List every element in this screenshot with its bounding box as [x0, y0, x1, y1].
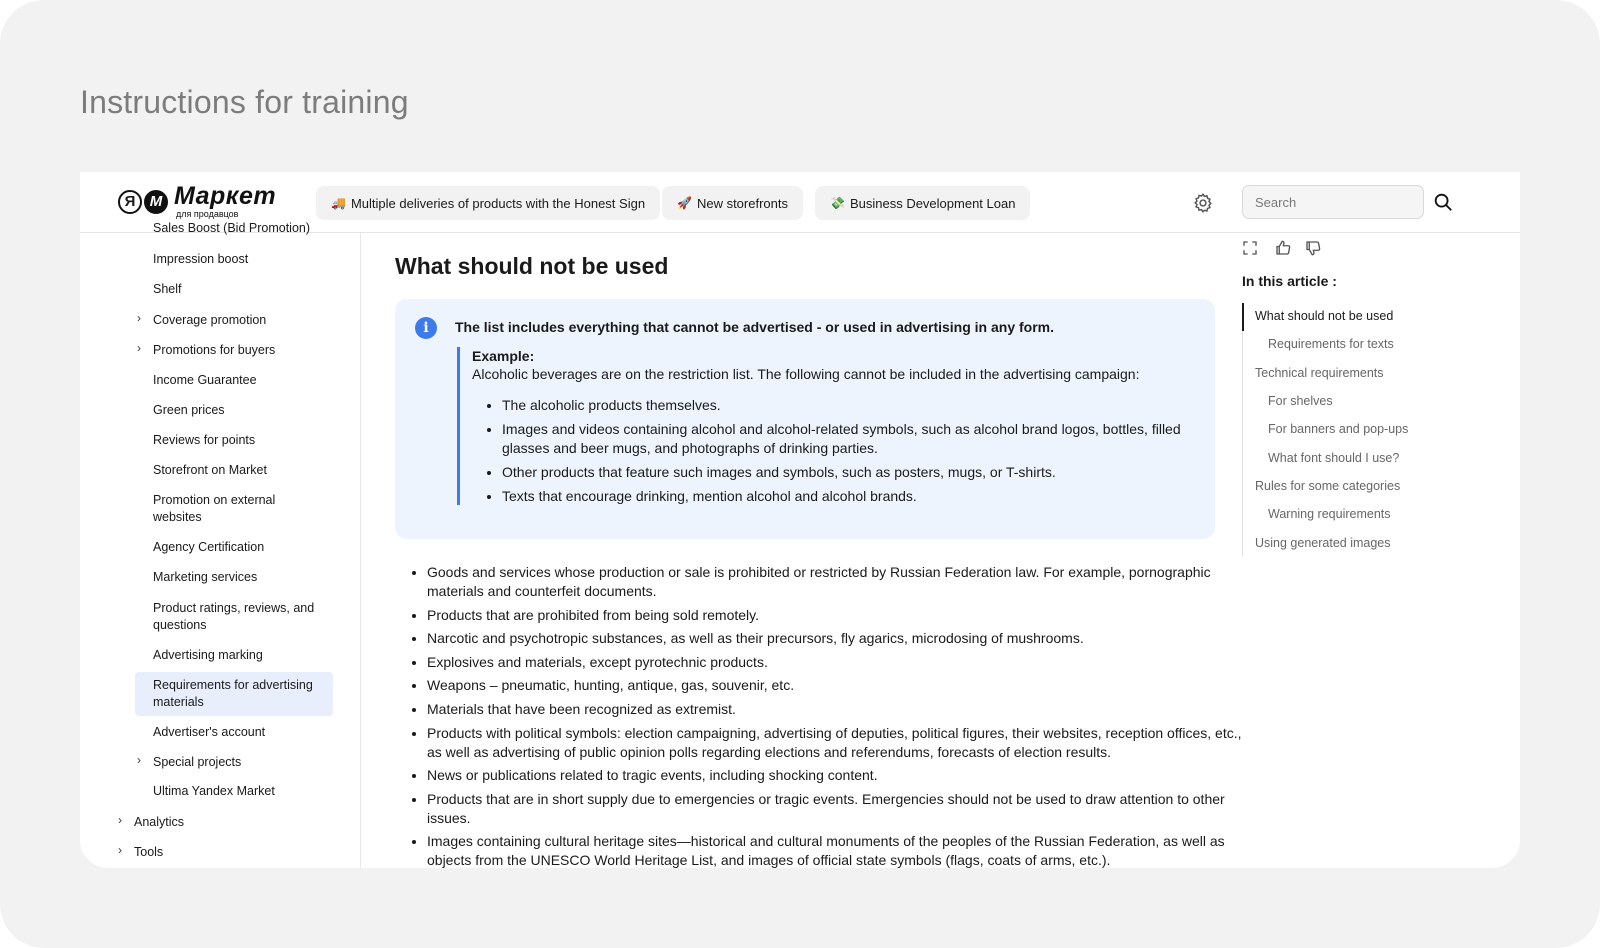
- list-item: • Products that are prohibited from being sold remotely.: [427, 606, 1247, 625]
- list-item: • Weapons – pneumatic, hunting, antique, gas, souvenir, etc.: [427, 676, 1247, 695]
- list-item: • Narcotic and psychotropic substances, as well as their precursors, fly agarics, microdosing of mushrooms.: [427, 629, 1247, 648]
- chevron-right-icon[interactable]: ›: [137, 311, 141, 325]
- example-bullets: [472, 396, 1197, 506]
- list-item: • Images containing cultural heritage sites—historical and cultural monuments of the peoples of the Russian Federation, as well as objects from the UNESCO World Heritage List, and images of official state symbols (flags, coats of arms, etc.).: [427, 832, 1247, 870]
- list-item: • Products with political symbols: election campaigning, advertising of deputies, political figures, their websites, reception offices, etc., as well as advertising of public opinion polls regarding elections and referendums, forecasts of election results.: [427, 724, 1247, 762]
- toc-item-font[interactable]: What font should I use?: [1268, 451, 1400, 465]
- list-item: • Materials that have been recognized as extremist.: [427, 700, 1247, 719]
- sidebar-item-impression-boost[interactable]: Impression boost: [153, 252, 249, 266]
- sidebar-nav: [80, 221, 361, 868]
- sidebar-item-special-projects[interactable]: Special projects: [153, 755, 242, 769]
- chevron-right-icon[interactable]: ›: [137, 753, 141, 767]
- sidebar-item-advertising-marking[interactable]: Advertising marking: [153, 648, 263, 662]
- promo-honest-sign[interactable]: [316, 186, 660, 220]
- article-side-panel: [1231, 233, 1520, 868]
- info-icon: i: [415, 317, 437, 339]
- sidebar-item-product-ratings[interactable]: Product ratings, reviews, and questions: [153, 601, 315, 632]
- toc-title: In this article :: [1242, 273, 1337, 289]
- sidebar-item-tools[interactable]: Tools: [134, 845, 164, 859]
- toc-item-requirements-texts[interactable]: Requirements for texts: [1268, 337, 1394, 351]
- article-title: What should not be used: [395, 253, 669, 279]
- sidebar-item-analytics[interactable]: Analytics: [134, 815, 185, 829]
- prohibited-list: [395, 563, 1247, 875]
- sidebar-item-external-promotion[interactable]: Promotion on external websites: [153, 493, 276, 524]
- promo-label: New storefronts: [696, 195, 788, 211]
- list-item: • Images and videos containing alcohol and alcohol-related symbols, such as alcohol brand logos, bottles, filled glasses and beer mugs, and photographs of drinking parties.: [502, 420, 1197, 458]
- toc-item-warning[interactable]: Warning requirements: [1268, 507, 1391, 521]
- list-item: • Explosives and materials, except pyrotechnic products.: [427, 653, 1247, 672]
- list-item: • Other products that feature such images and symbols, such as posters, mugs, or T-shirts.: [502, 463, 1197, 482]
- sidebar-item-reviews-for-points[interactable]: Reviews for points: [153, 433, 256, 447]
- sidebar-item-storefront[interactable]: Storefront on Market: [153, 463, 267, 477]
- sidebar-item-promotions-for-buyers[interactable]: Promotions for buyers: [153, 343, 276, 357]
- promo-label: Business Development Loan: [849, 195, 1016, 211]
- sidebar-item-coverage-promotion[interactable]: Coverage promotion: [153, 313, 267, 327]
- example-label: Example:: [472, 348, 535, 364]
- list-item: • Texts that encourage drinking, mention alcohol and alcohol brands.: [502, 487, 1197, 506]
- info-notice: [395, 299, 1215, 539]
- thumbs-down-icon[interactable]: [1304, 239, 1322, 257]
- sidebar-item-marketing-services[interactable]: Marketing services: [153, 570, 258, 584]
- sidebar-item-requirements-active[interactable]: Requirements for advertising materials: [135, 672, 333, 716]
- sidebar-item-income-guarantee[interactable]: Income Guarantee: [153, 373, 257, 387]
- sidebar-item-shelf[interactable]: Shelf: [153, 282, 182, 296]
- example-quote: [457, 347, 1197, 505]
- sidebar-item-advertiser-account[interactable]: Advertiser's account: [153, 725, 266, 739]
- list-item: • Products that are in short supply due to emergencies or tragic events. Emergencies should not be used to draw attention to other issues.: [427, 790, 1247, 828]
- thumbs-up-icon[interactable]: [1274, 239, 1292, 257]
- search-input[interactable]: [1242, 185, 1424, 219]
- logo-ya-letter: Я: [118, 190, 142, 214]
- toc-item-banners[interactable]: For banners and pop-ups: [1268, 422, 1409, 436]
- truck-icon: 🚚: [331, 196, 346, 210]
- fullscreen-icon[interactable]: [1241, 239, 1259, 257]
- sidebar-item-sales-boost[interactable]: Sales Boost (Bid Promotion): [153, 221, 311, 235]
- logo-subtitle: для продавцов: [176, 209, 239, 219]
- page-heading: Instructions for training: [80, 84, 409, 120]
- promo-business-loan[interactable]: [815, 186, 1030, 220]
- sidebar-item-green-prices[interactable]: Green prices: [153, 403, 225, 417]
- chevron-right-icon[interactable]: ›: [118, 843, 122, 857]
- toc-active-indicator: [1242, 303, 1244, 331]
- notice-bold-text: The list includes everything that cannot be advertised - or used in advertising in any form.: [455, 319, 1055, 335]
- article-content: [361, 233, 1242, 869]
- sidebar-item-agency-certification[interactable]: Agency Certification: [153, 540, 265, 554]
- logo-mark: [118, 190, 170, 214]
- list-item: • Goods and services whose production or sale is prohibited or restricted by Russian Federation law. For example, pornographic materials and counterfeit documents.: [427, 563, 1247, 601]
- toc-item-generated-images[interactable]: Using generated images: [1255, 536, 1391, 550]
- chevron-right-icon[interactable]: ›: [137, 341, 141, 355]
- toc-item-shelves[interactable]: For shelves: [1268, 394, 1333, 408]
- chevron-right-icon[interactable]: ›: [118, 813, 122, 827]
- logo-m-letter: М: [144, 190, 168, 214]
- promo-new-storefronts[interactable]: [662, 186, 803, 220]
- table-of-contents: [1242, 303, 1503, 556]
- search-icon[interactable]: [1432, 191, 1454, 213]
- list-item: • News or publications related to tragic events, including shocking content.: [427, 766, 1247, 785]
- example-text: Alcoholic beverages are on the restriction list. The following cannot be included in the advertising campaign:: [472, 366, 1140, 382]
- logo-text: [174, 184, 276, 219]
- toc-item-categories[interactable]: Rules for some categories: [1255, 479, 1401, 493]
- promo-label: Multiple deliveries of products with the Honest Sign: [350, 195, 646, 211]
- toc-item-technical[interactable]: Technical requirements: [1255, 366, 1384, 380]
- list-item: • The alcoholic products themselves.: [502, 396, 1197, 415]
- logo-word: Маркет: [174, 182, 277, 210]
- money-icon: 💸: [830, 196, 845, 210]
- toc-item-what-not-used[interactable]: What should not be used: [1255, 309, 1394, 323]
- rocket-icon: 🚀: [677, 196, 692, 210]
- market-logo[interactable]: [118, 184, 276, 219]
- browser-window: [80, 172, 1520, 868]
- gear-icon[interactable]: [1192, 192, 1214, 214]
- sidebar-item-ultima[interactable]: Ultima Yandex Market: [153, 784, 275, 798]
